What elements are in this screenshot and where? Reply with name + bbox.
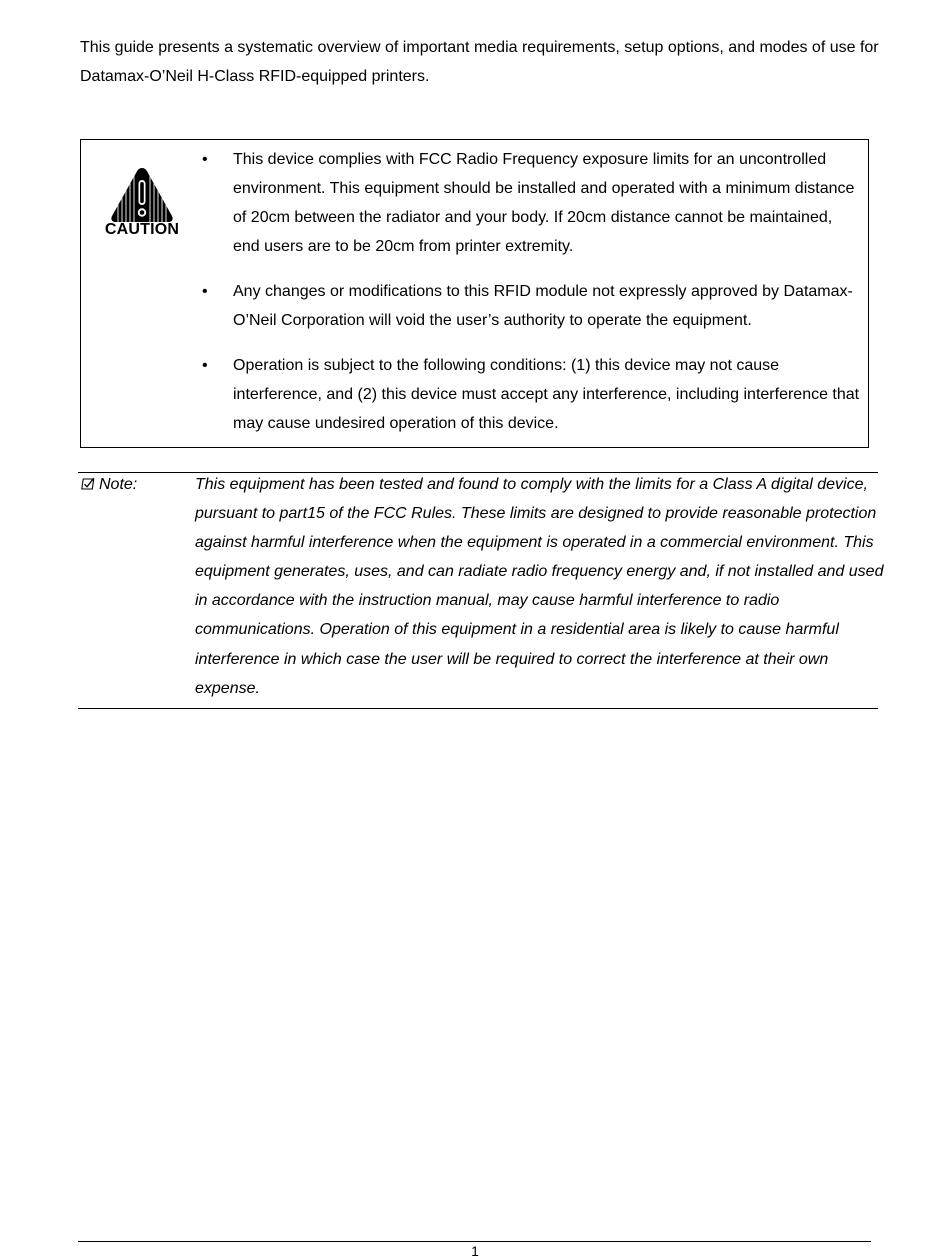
caution-badge	[101, 166, 183, 239]
caution-list	[202, 145, 862, 438]
page-number: 1	[471, 1243, 479, 1259]
caution-item-text: Any changes or modifications to this RFID module not expressly approved by Datamax-O’Neil Corporation will void the user’s authority to operate the equipment.	[233, 283, 853, 329]
bullet-marker: •	[202, 151, 208, 168]
caution-box	[80, 139, 869, 448]
note-text: This equipment has been tested and found to comply with the limits for a Class A digital device, pursuant to part15 of the FCC Rules. These limits are designed to provide reasonable protection against harmful interference when the equipment is operated in a commercial environment. This equipment generates, uses, and can radiate radio frequency energy and, if not installed and used in accordance with the instruction manual, may cause harmful interference to radio communications. Operation of this equipment in a residential area is likely to cause harmful interference in which case the user will be required to correct the interference at their own expense.	[195, 476, 884, 697]
caution-item-text: This device complies with FCC Radio Frequency exposure limits for an uncontrolled environment. This equipment should be installed and operated with a minimum distance of 20cm between the radiator and your body. If 20cm distance cannot be maintained, end users are to be 20cm from printer extremity.	[233, 151, 855, 255]
caution-item	[202, 351, 862, 438]
checkbox-checked-icon	[81, 477, 95, 490]
caution-item-text: Operation is subject to the following conditions: (1) this device may not cause interference, and (2) this device must accept any interference, including interference that may cause undesired operation of this device.	[233, 357, 860, 432]
bullet-marker: •	[202, 283, 208, 300]
caution-label: CAUTION	[104, 221, 180, 238]
note-bottom-divider	[78, 708, 878, 709]
caution-item	[202, 145, 862, 261]
note-label	[81, 470, 137, 499]
footer-divider	[78, 1241, 871, 1242]
intro-paragraph: This guide presents a systematic overview of important media requirements, setup options, and modes of use for Datamax-O’Neil H-Class RFID-equipped printers.	[80, 39, 879, 85]
bullet-marker: •	[202, 357, 208, 374]
warning-triangle-icon	[109, 166, 175, 224]
caution-item	[202, 277, 862, 335]
note-label-text: Note:	[99, 476, 138, 493]
